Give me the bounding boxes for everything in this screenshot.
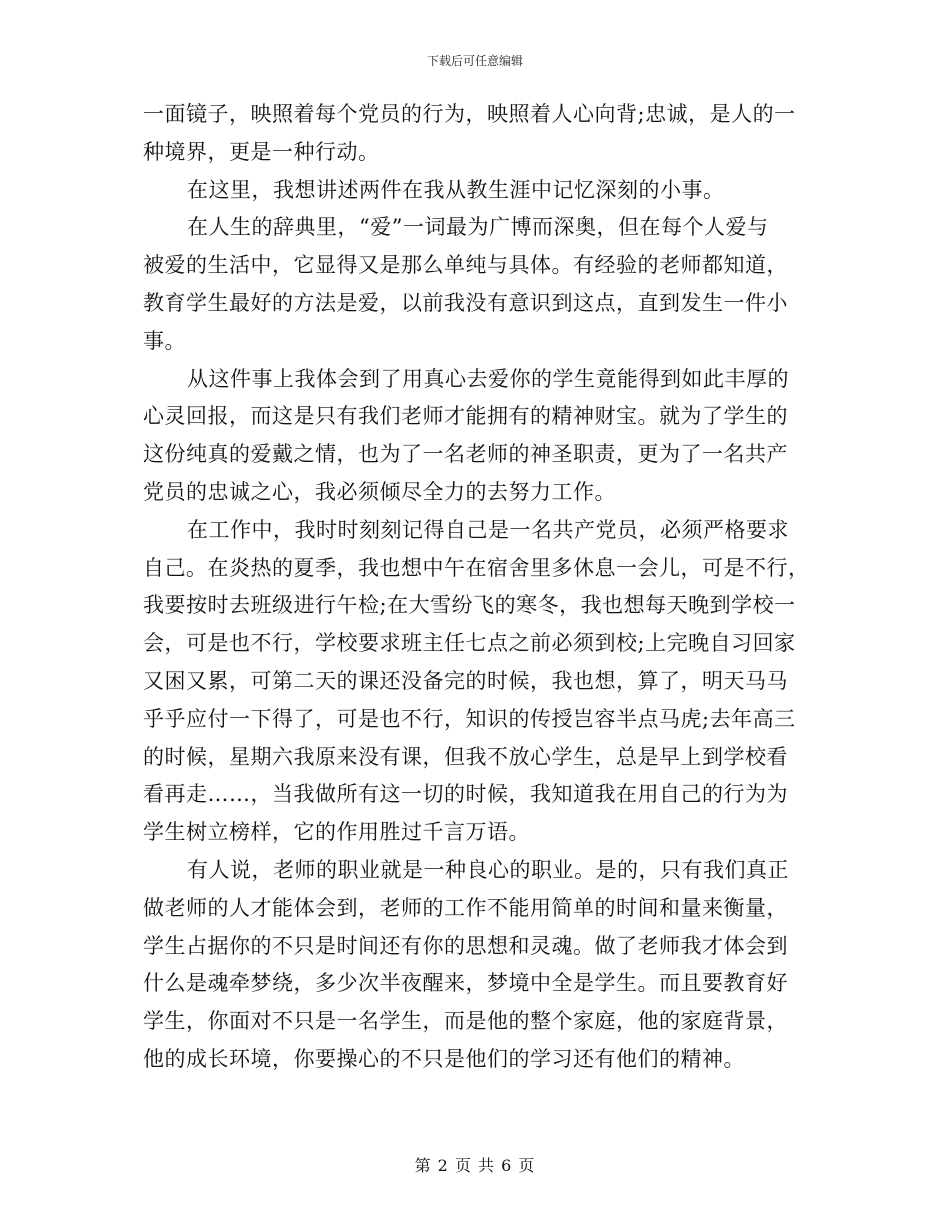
text-line: 什么是魂牵梦绕，多少次半夜醒来，梦境中全是学生。而且要教育好 (143, 971, 788, 996)
text-line: 教育学生最好的方法是爱，以前我没有意识到这点，直到发生一件小 (143, 290, 788, 315)
text-line: 看再走……，当我做所有这一切的时候，我知道我在用自己的行为为 (143, 782, 788, 807)
text-line: 在工作中，我时时刻刻记得自己是一名共产党员，必须严格要求 (187, 517, 789, 542)
text-line: 被爱的生活中，它显得又是那么单纯与具体。有经验的老师都知道， (143, 253, 788, 278)
paragraph (143, 361, 807, 512)
text-line: 在这里，我想讲述两件在我从教生涯中记忆深刻的小事。 (187, 177, 725, 202)
page-header: 下载后可任意编辑 (426, 54, 523, 68)
text-line: 学生，你面对不只是一名学生，而是他的整个家庭，他的家庭背景， (143, 1009, 788, 1034)
text-line: 从这件事上我体会到了用真心去爱你的学生竟能得到如此丰厚的 (187, 366, 789, 391)
text-line: 这份纯真的爱戴之情，也为了一名老师的神圣职责，更为了一名共产 (143, 442, 788, 467)
text-line: 的时候，星期六我原来没有课，但我不放心学生，总是早上到学校看 (143, 744, 788, 769)
text-line: 学生占据你的不只是时间还有你的思想和灵魂。做了老师我才体会到 (143, 933, 788, 958)
paragraph (143, 852, 807, 1079)
paragraph (143, 96, 807, 172)
document-body (143, 96, 810, 1079)
text-line: 又困又累，可第二天的课还没备完的时候，我也想，算了，明天马马 (143, 668, 788, 693)
text-line: 乎乎应付一下得了，可是也不行，知识的传授岂容半点马虎;去年高三 (143, 706, 796, 731)
page-number-footer: 第 2 页 共 6 页 (414, 1156, 536, 1175)
text-line: 有人说，老师的职业就是一种良心的职业。是的，只有我们真正 (187, 857, 789, 882)
text-line: 党员的忠诚之心，我必须倾尽全力的去努力工作。 (143, 479, 616, 504)
text-line: 他的成长环境，你要操心的不只是他们的学习还有他们的精神。 (143, 1046, 745, 1071)
paragraph (143, 172, 807, 210)
paragraph (143, 209, 807, 360)
text-line: 做老师的人才能体会到，老师的工作不能用简单的时间和量来衡量， (143, 895, 788, 920)
text-line: 自己。在炎热的夏季，我也想中午在宿舍里多休息一会儿，可是不行， (143, 555, 810, 580)
text-line: 种境界，更是一种行动。 (143, 139, 380, 164)
text-line: 我要按时去班级进行午检;在大雪纷飞的寒冬，我也想每天晚到学校一 (143, 593, 796, 618)
paragraph (143, 512, 810, 852)
text-line: 一面镜子，映照着每个党员的行为，映照着人心向背;忠诚，是人的一 (143, 102, 796, 126)
text-line: 心灵回报，而这是只有我们老师才能拥有的精神财宝。就为了学生的 (143, 404, 788, 429)
text-line: 学生树立榜样，它的作用胜过千言万语。 (143, 820, 530, 845)
text-line: 在人生的辞典里，“爱”一词最为广博而深奥，但在每个人爱与 (187, 215, 769, 240)
text-line: 会，可是也不行，学校要求班主任七点之前必须到校;上完晚自习回家 (143, 631, 796, 656)
text-line: 事。 (143, 328, 186, 353)
